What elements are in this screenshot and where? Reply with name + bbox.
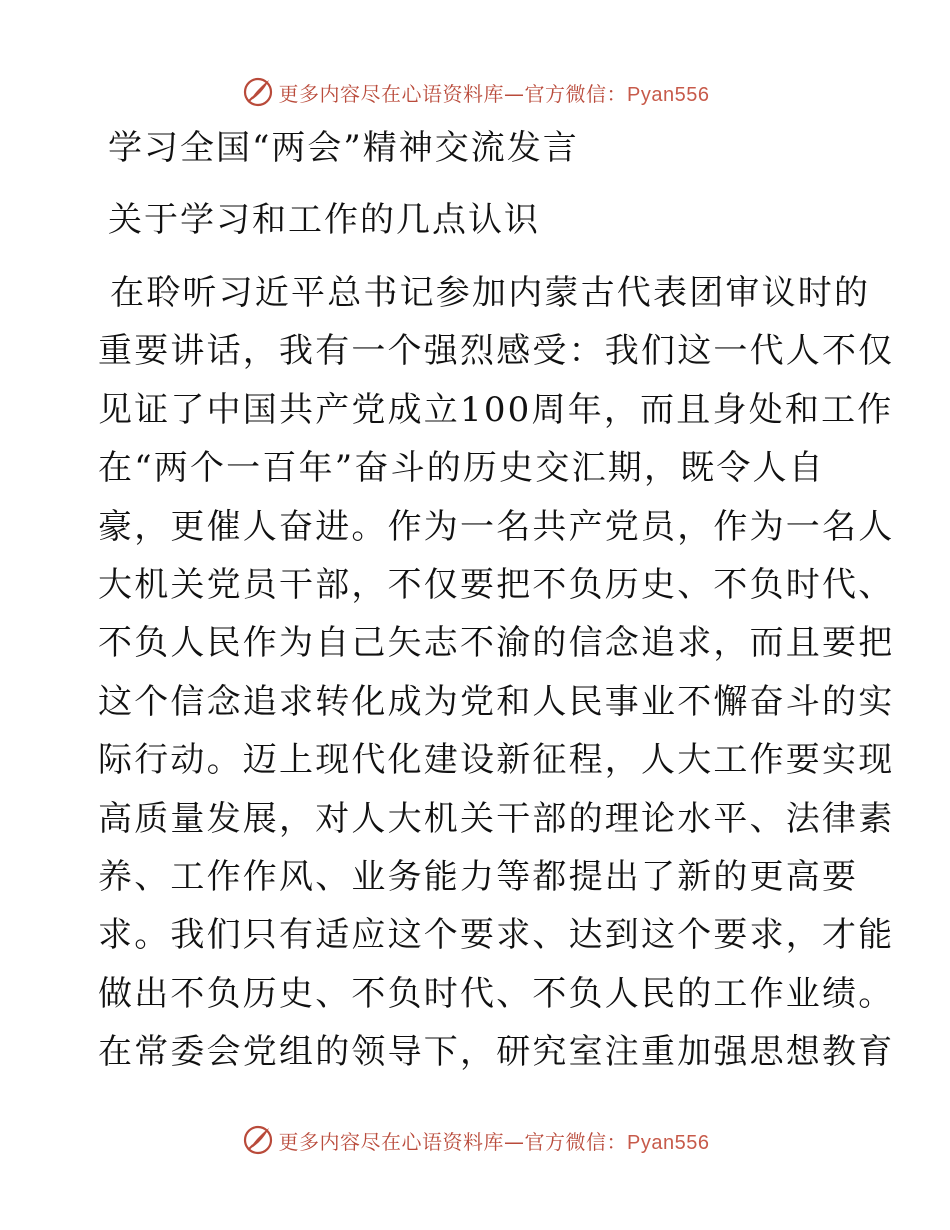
- body-line: 在“两个一百年”奋斗的历史交汇期，既令人自: [98, 448, 825, 489]
- watermark-group: [241, 75, 710, 109]
- body-line: 这个信念追求转化成为党和人民事业不懈奋斗的实: [98, 681, 895, 722]
- body-line: 重要讲话，我有一个强烈感受：我们这一代人不仅: [98, 331, 895, 372]
- body-line: 际行动。迈上现代化建设新征程，人大工作要实现: [98, 740, 895, 781]
- header-watermark: [0, 72, 950, 112]
- watermark-text: [279, 1126, 710, 1155]
- watermark-separator: —: [504, 81, 525, 106]
- body-line: 见证了中国共产党成立100周年，而且身处和工作: [98, 389, 894, 430]
- watermark-text: [279, 78, 710, 107]
- watermark-wechat-id: Pyan556: [627, 83, 710, 106]
- watermark-group: [241, 1123, 710, 1157]
- document-body: [98, 264, 895, 1081]
- body-line: 做出不负历史、不负时代、不负人民的工作业绩。: [98, 973, 895, 1014]
- body-line: 不负人民作为自己矢志不渝的信念追求，而且要把: [98, 623, 895, 664]
- footer-watermark: [0, 1120, 950, 1160]
- body-line: 养、工作作风、业务能力等都提出了新的更高要: [98, 856, 859, 897]
- document-subtitle: 关于学习和工作的几点认识: [108, 200, 540, 240]
- quill-logo-icon: [241, 1123, 275, 1157]
- watermark-wechat-label: 官方微信：: [524, 1129, 628, 1154]
- body-line: 在常委会党组的领导下，研究室注重加强思想教育: [98, 1032, 895, 1073]
- document-title: 学习全国“两会”精神交流发言: [108, 128, 579, 168]
- watermark-slogan: 更多内容尽在心语资料库: [278, 81, 505, 106]
- body-line: 高质量发展，对人大机关干部的理论水平、法律素: [98, 798, 895, 839]
- body-line: 求。我们只有适应这个要求、达到这个要求，才能: [98, 915, 895, 956]
- watermark-slogan: 更多内容尽在心语资料库: [278, 1129, 505, 1154]
- body-line: 大机关党员干部，不仅要把不负历史、不负时代、: [98, 564, 895, 605]
- body-line: 在聆听习近平总书记参加内蒙古代表团审议时的: [110, 273, 871, 313]
- watermark-separator: —: [504, 1129, 525, 1154]
- quill-logo-icon: [241, 75, 275, 109]
- body-line: 豪，更催人奋进。作为一名共产党员，作为一名人: [98, 506, 895, 547]
- document-page: [98, 120, 895, 1081]
- watermark-wechat-label: 官方微信：: [524, 81, 628, 106]
- watermark-wechat-id: Pyan556: [627, 1131, 710, 1154]
